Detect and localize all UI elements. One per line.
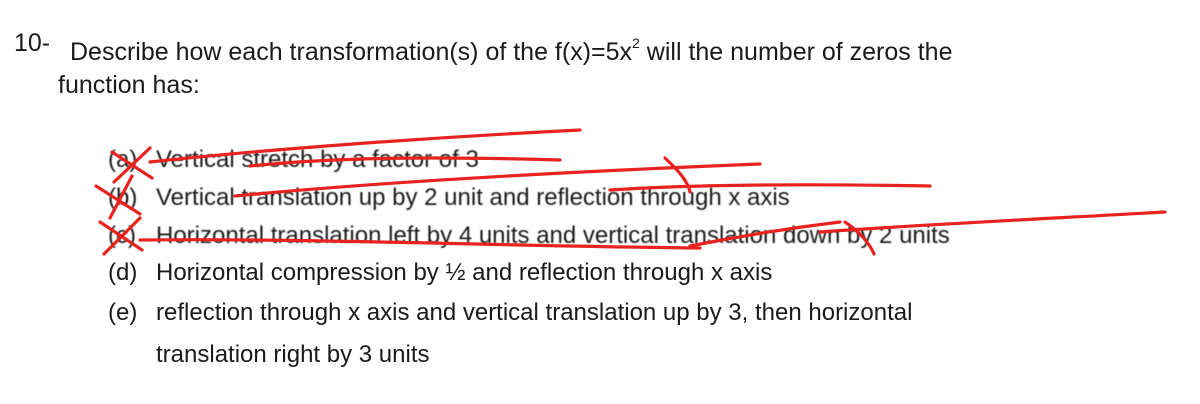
item-label: (c) [108, 222, 136, 249]
item-text: Horizontal compression by ½ and reflection through x axis [156, 259, 773, 286]
question-number: 10- [14, 29, 51, 57]
item-text: Vertical translation up by 2 unit and reflection through x axis [156, 184, 790, 211]
exponent: 2 [632, 35, 640, 51]
item-label: (b) [108, 184, 138, 211]
list-item-c [108, 221, 950, 251]
list-item-e-continuation [156, 340, 429, 370]
question-prompt-text-end: will the number of zeros the [639, 38, 953, 66]
item-label: (a) [108, 146, 138, 173]
item-text: translation right by 3 units [156, 341, 430, 368]
list-item-a [108, 145, 479, 175]
list-item-b [108, 183, 790, 213]
item-text: Vertical stretch by a factor of 3 [156, 146, 479, 173]
question-prompt-line-2: function has: [58, 71, 200, 99]
item-text: reflection through x axis and vertical translation up by 3, then horizontal [156, 299, 913, 326]
item-text: Horizontal translation left by 4 units and vertical translation down by 2 units [156, 222, 950, 249]
item-label: (e) [108, 299, 138, 326]
question-prompt-text: Describe how each transformation(s) of the f(x)=5x [70, 38, 633, 66]
item-label: (d) [108, 259, 138, 286]
list-item-e [108, 298, 912, 328]
list-item-d [108, 258, 772, 288]
question-prompt-line-1 [70, 28, 953, 67]
